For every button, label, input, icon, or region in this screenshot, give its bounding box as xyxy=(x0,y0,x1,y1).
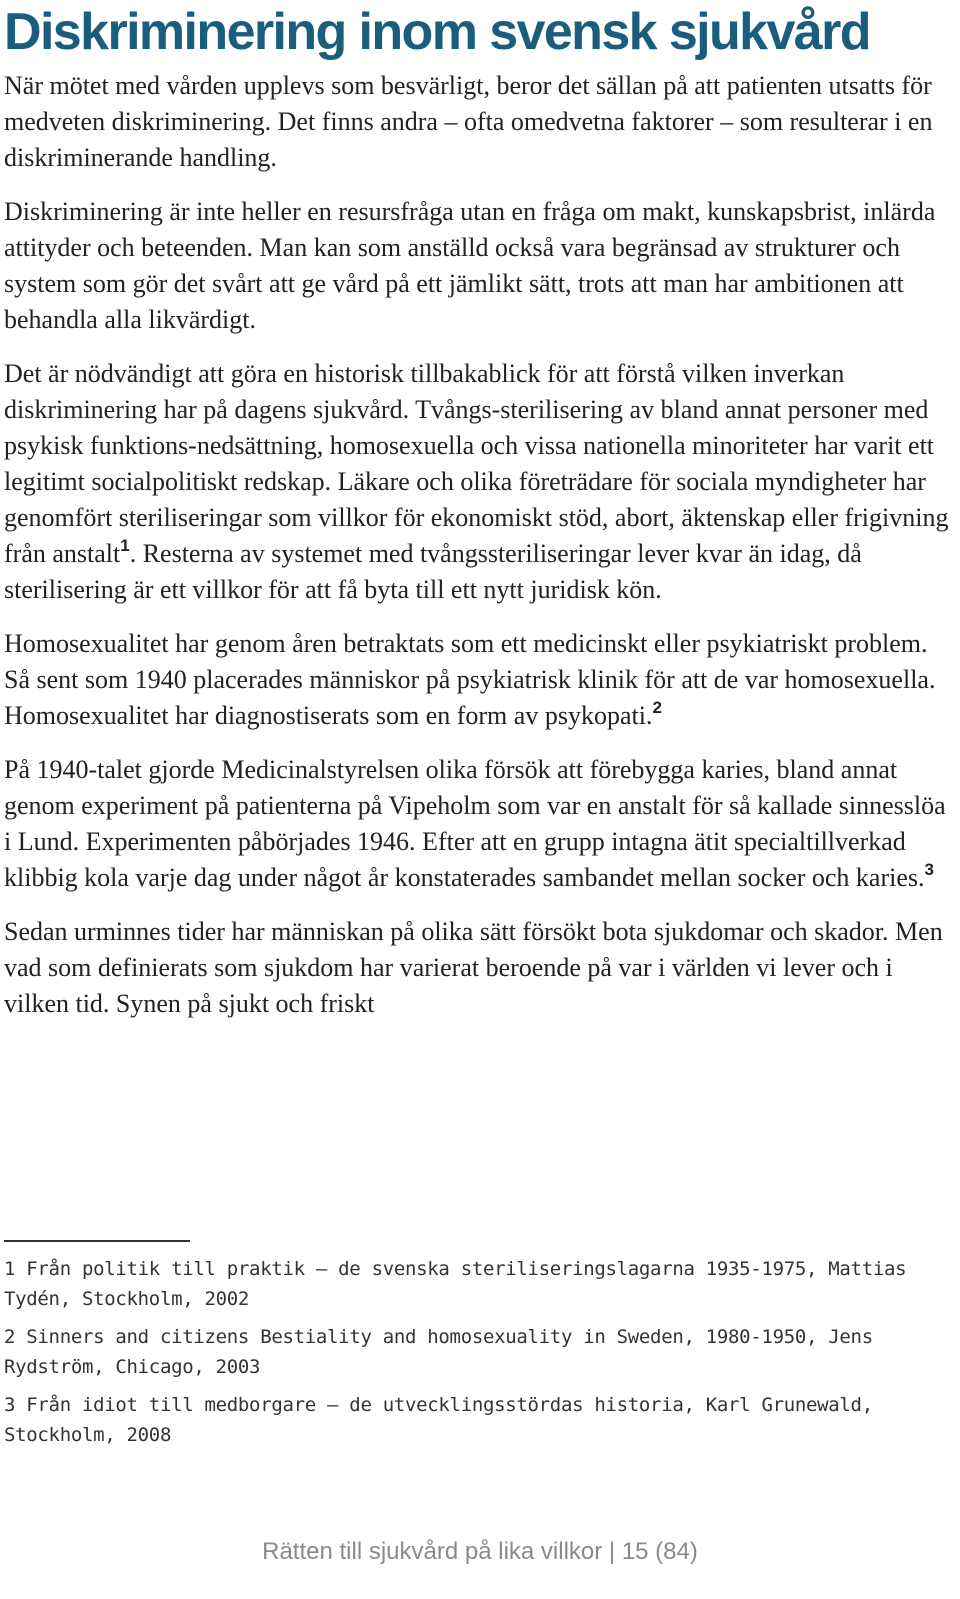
paragraph-5 xyxy=(4,752,954,896)
footnote-ref-2[interactable]: 2 xyxy=(652,698,662,717)
footnote-ref-1[interactable]: 1 xyxy=(120,536,130,555)
footnote-2: 2 Sinners and citizens Bestiality and homosexuality in Sweden, 1980-1950, Jens Rydström, Chicago, 2003 xyxy=(4,1326,873,1378)
page-footer: Rätten till sjukvård på lika villkor | 15 (84) xyxy=(262,1538,698,1565)
paragraph-text: Homosexualitet har genom åren betraktats som ett medicinskt eller psykiatriskt problem. Så sent som 1940 placerades människor på psykiatrisk klinik för att de var homosexuella. Homosexualitet har diagnostiserats som en form av psykopati. xyxy=(4,629,936,730)
paragraph-text: När mötet med vården upplevs som besvärligt, beror det sällan på att patienten utsatts för medveten diskriminering. Det finns andra – ofta omedvetna faktorer – som resulterar i en diskriminerande handling. xyxy=(4,71,933,172)
paragraph-6 xyxy=(4,914,954,1022)
footnote-3: 3 Från idiot till medborgare – de utvecklingsstördas historia, Karl Grunewald, Stockholm, 2008 xyxy=(4,1394,873,1446)
body-text xyxy=(4,68,954,1040)
page-title: Diskriminering inom svensk sjukvård xyxy=(4,3,870,61)
paragraph-4 xyxy=(4,626,954,734)
paragraph-text: Diskriminering är inte heller en resursfråga utan en fråga om makt, kunskapsbrist, inlärda attityder och beteenden. Man kan som anställd också vara begränsad av strukturer och system som gör det svårt att ge vård på ett jämlikt sätt, trots att man har ambitionen att behandla alla likvärdigt. xyxy=(4,197,936,334)
paragraph-text: På 1940-talet gjorde Medicinalstyrelsen olika försök att förebygga karies, bland annat genom experiment på patienterna på Vipeholm som var en anstalt för så kallade sinnesslöa i Lund. Experimenten påbörjades 1946. Efter att en grupp intagna ätit specialtillverkad klibbig kola varje dag under något år konstaterades sambandet mellan socker och karies. xyxy=(4,755,946,892)
paragraph-3 xyxy=(4,356,954,608)
paragraph-1 xyxy=(4,68,954,176)
footnote-ref-3[interactable]: 3 xyxy=(924,860,934,879)
paragraph-text: Sedan urminnes tider har människan på olika sätt försökt bota sjukdomar och skador. Men vad som definierats som sjukdom har varierat beroende på var i världen vi lever och i vilken tid. Synen på sjukt och friskt xyxy=(4,917,943,1018)
footnote-divider xyxy=(4,1240,190,1242)
footnote-1: 1 Från politik till praktik – de svenska steriliseringslagarna 1935-1975, Mattias Tydén, Stockholm, 2002 xyxy=(4,1258,907,1310)
paragraph-2 xyxy=(4,194,954,338)
footnotes xyxy=(4,1254,944,1458)
paragraph-text-continued: . Resterna av systemet med tvångssteriliseringar lever kvar än idag, då sterilisering är ett villkor för att få byta till ett nytt juridisk kön. xyxy=(4,539,862,604)
paragraph-text: Det är nödvändigt att göra en historisk tillbakablick för att förstå vilken inverkan diskriminering har på dagens sjukvård. Tvångs-sterilisering av bland annat personer med psykisk funktions-nedsättning, homosexuella och vissa nationella minoriteter har varit ett legitimt socialpolitiskt redskap. Läkare och olika företrädare för sociala myndigheter har genomfört steriliseringar som villkor för ekonomiskt stöd, abort, äktenskap eller frigivning från anstalt xyxy=(4,359,949,568)
